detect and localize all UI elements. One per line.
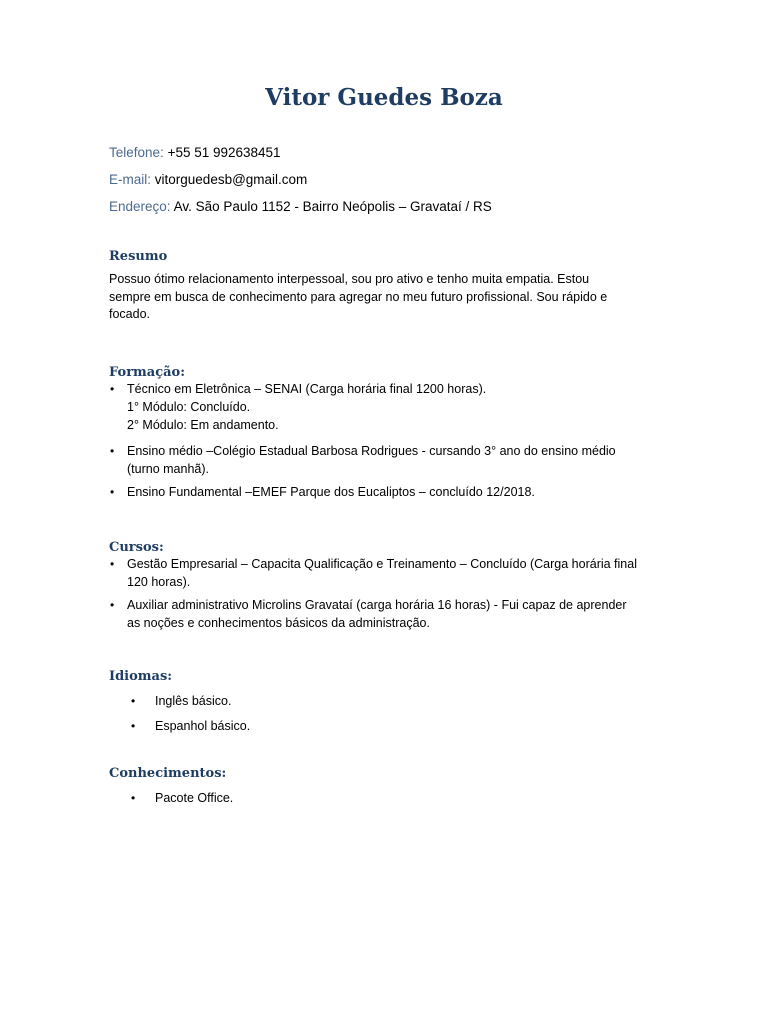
formacao-item — [109, 483, 639, 501]
formacao-item-text: Ensino Fundamental –EMEF Parque dos Eucaliptos – concluído 12/2018. — [127, 485, 535, 499]
bullet-icon: • — [110, 444, 115, 458]
bullet-icon: • — [110, 485, 115, 499]
idiomas-item — [131, 692, 631, 710]
idiomas-item-text: Espanhol básico. — [155, 719, 251, 733]
formacao-item — [109, 442, 639, 478]
contact-address — [109, 198, 492, 216]
address-label: Endereço: — [109, 199, 171, 214]
cursos-item-text: Auxiliar administrativo Microlins Gravataí (carga horária 16 horas) - Fui capaz de aprender as noções e conhecimentos básicos da administração. — [127, 598, 627, 630]
bullet-icon: • — [110, 382, 115, 396]
cursos-item — [109, 596, 639, 632]
email-label: E-mail: — [109, 172, 152, 187]
resume-name: Vitor Guedes Boza — [265, 84, 503, 111]
bullet-icon: • — [131, 694, 136, 708]
email-value: vitorguedesb@gmail.com — [154, 172, 308, 187]
address-value: Av. São Paulo 1152 - Bairro Neópolis – Gravataí / RS — [173, 199, 492, 214]
cursos-heading: Cursos: — [109, 540, 164, 555]
conhecimentos-item-text: Pacote Office. — [155, 791, 234, 805]
contact-email — [109, 171, 307, 189]
bullet-icon: • — [131, 719, 136, 733]
bullet-icon: • — [110, 598, 115, 612]
bullet-icon: • — [110, 557, 115, 571]
idiomas-heading: Idiomas: — [109, 669, 173, 684]
formacao-item-text: Ensino médio –Colégio Estadual Barbosa Rodrigues - cursando 3° ano do ensino médio (turno manhã). — [127, 444, 616, 476]
cursos-item-text: Gestão Empresarial – Capacita Qualificação e Treinamento – Concluído (Carga horária final 120 horas). — [127, 557, 637, 589]
phone-value: +55 51 992638451 — [167, 145, 281, 160]
resumo-text: Possuo ótimo relacionamento interpessoal, sou pro ativo e tenho muita empatia. Estou sempre em busca de conhecimento para agregar no meu futuro profissional. Sou rápido e focado. — [109, 272, 608, 321]
idiomas-item — [131, 717, 631, 735]
resumo-heading: Resumo — [109, 249, 168, 264]
conhecimentos-item — [131, 789, 631, 807]
phone-label: Telefone: — [109, 145, 164, 160]
conhecimentos-heading: Conhecimentos: — [109, 766, 227, 781]
formacao-item — [109, 380, 639, 434]
formacao-item-line: 1° Módulo: Concluído. — [127, 400, 251, 414]
formacao-heading: Formação: — [109, 365, 186, 380]
contact-phone — [109, 144, 281, 162]
cursos-item — [109, 555, 639, 591]
idiomas-item-text: Inglês básico. — [155, 694, 232, 708]
formacao-item-line: 2° Módulo: Em andamento. — [127, 418, 279, 432]
bullet-icon: • — [131, 791, 136, 805]
formacao-item-line: Técnico em Eletrônica – SENAI (Carga horária final 1200 horas). — [127, 382, 487, 396]
